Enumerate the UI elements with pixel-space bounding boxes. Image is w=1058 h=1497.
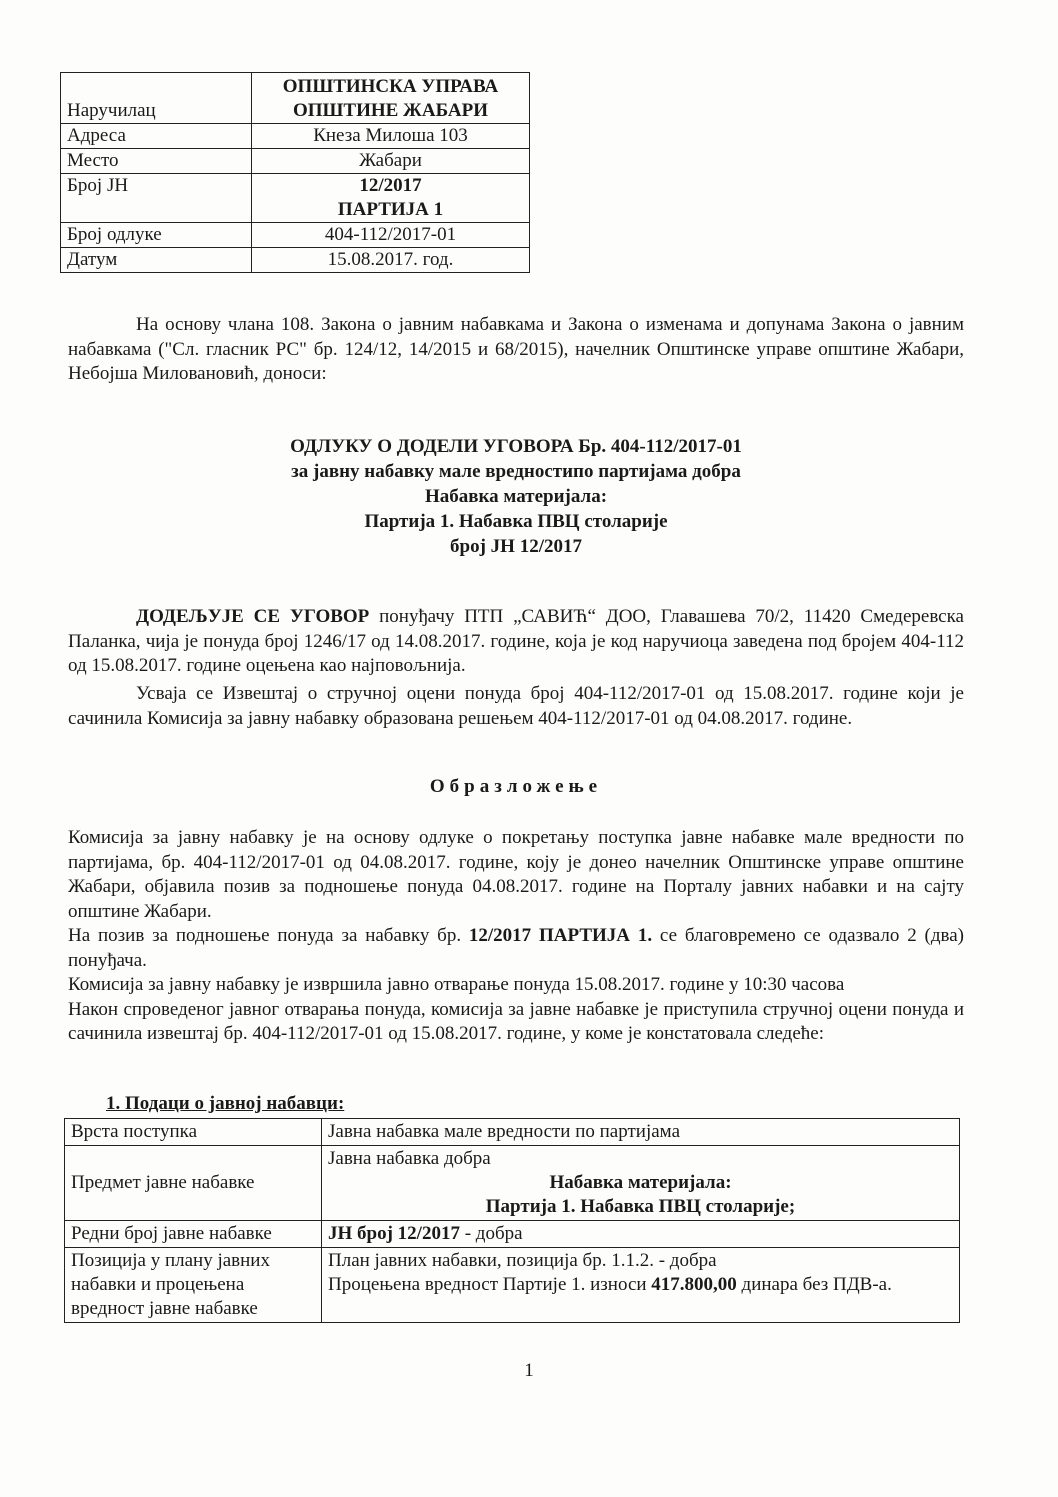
table-row bbox=[65, 1119, 960, 1146]
section1-title: 1. Подаци о јавној набавци: bbox=[106, 1093, 345, 1114]
label-place: Место bbox=[61, 149, 252, 174]
explanation-body bbox=[68, 826, 964, 1047]
table-row bbox=[61, 248, 530, 273]
label-jn-number: Број ЈН bbox=[61, 174, 252, 223]
value-date: 15.08.2017. год. bbox=[252, 248, 530, 273]
explanation-p3: Комисија за јавну набавку је извршила јавно отварање понуда 15.08.2017. године у 10:30 часова bbox=[68, 974, 845, 995]
table-row bbox=[61, 149, 530, 174]
table-row bbox=[65, 1248, 960, 1323]
page-number: 1 bbox=[524, 1360, 534, 1381]
award-paragraph: ДОДЕЉУЈЕ СЕ УГОВОР понуђачу ПТП „САВИЋ“ ДОО, Главашева 70/2, 11420 Смедеревска Паланка, чија је понуда број 1246/17 од 14.08.2017. године, која је код наручиоца заведена под бројем 404-112 од 15.08.2017. године оцењена као најповољнија. bbox=[68, 606, 964, 676]
value-jn-number: 12/2017 ПАРТИЈА 1 bbox=[252, 174, 530, 223]
table-row bbox=[65, 1146, 960, 1221]
value-orderer: ОПШТИНСКА УПРАВА ОПШТИНЕ ЖАБАРИ bbox=[252, 73, 530, 124]
table-row bbox=[61, 174, 530, 223]
label-procedure-type: Врста поступка bbox=[65, 1119, 322, 1146]
label-address: Адреса bbox=[61, 124, 252, 149]
explanation-p2: На позив за подношење понуда за набавку бр. 12/2017 ПАРТИЈА 1. се благовремено се одазвало 2 (два) понуђача. bbox=[68, 925, 964, 971]
label-decision-number: Број одлуке bbox=[61, 223, 252, 248]
value-place: Жабари bbox=[252, 149, 530, 174]
header-info-table bbox=[60, 72, 530, 273]
explanation-p1: Комисија за јавну набавку је на основу одлуке о покретању поступка јавне набавке мале вредности по партијама, бр. 404-112/2017-01 од 04.08.2017. године, коју је донео начелник Општинске управе општине Жабари, објавила позив за подношење понуда 04.08.2017. године на Порталу јавних набавки и на сајту општине Жабари. bbox=[68, 827, 964, 922]
label-orderer: Наручилац bbox=[61, 73, 252, 124]
explanation-heading: Образложење bbox=[429, 776, 603, 797]
label-date: Датум bbox=[61, 248, 252, 273]
value-address: Кнеза Милоша 103 bbox=[252, 124, 530, 149]
report-accept-paragraph: Усваја се Извештај о стручној оцени понуда број 404-112/2017-01 од 15.08.2017. године који је сачинила Комисија за јавну набавку образована решењем 404-112/2017-01 од 04.08.2017. године. bbox=[68, 683, 964, 729]
value-subject: Јавна набавка добра Набавка материјала: Партија 1. Набавка ПВЦ столарије; bbox=[322, 1146, 960, 1221]
award-lead: ДОДЕЉУЈЕ СЕ УГОВОР bbox=[136, 606, 370, 627]
intro-paragraph: На основу члана 108. Закона о јавним набавкама и Закона о изменама и допунама Закона о јавним набавкама ("Сл. гласник РС" бр. 124/12, 14/2015 и 68/2015), начелник Општинске управе општине Жабари, Небојша Миловановић, доноси: bbox=[68, 314, 964, 384]
table-row bbox=[61, 124, 530, 149]
table-row bbox=[61, 223, 530, 248]
procurement-data-table bbox=[64, 1118, 960, 1323]
label-serial-number: Редни број јавне набавке bbox=[65, 1221, 322, 1248]
table-row bbox=[65, 1221, 960, 1248]
explanation-p4: Након спроведеног јавног отварања понуда, комисија за јавне набавке је приступила стручној оцени понуда и сачинила извештај бр. 404-112/2017-01 од 15.08.2017. године, у коме је констатовала следеће: bbox=[68, 998, 964, 1044]
value-serial-number: ЈН број 12/2017 - добра bbox=[322, 1221, 960, 1248]
value-procedure-type: Јавна набавка мале вредности по партијама bbox=[322, 1119, 960, 1146]
value-decision-number: 404-112/2017-01 bbox=[252, 223, 530, 248]
label-plan-position: Позиција у плану јавних набавки и процењена вредност јавне набавке bbox=[65, 1248, 322, 1323]
label-subject: Предмет јавне набавке bbox=[65, 1146, 322, 1221]
table-row bbox=[61, 73, 530, 124]
decision-title: ОДЛУКУ О ДОДЕЛИ УГОВОРА Бр. 404-112/2017-01 за јавну набавку мале вредностипо партијама добра Набавка материјала: Партија 1. Набавка ПВЦ столарије број ЈН 12/2017 bbox=[290, 436, 742, 557]
value-plan-position: План јавних набавки, позиција бр. 1.1.2. - добра Процењена вредност Партије 1. износи 417.800,00 динара без ПДВ-а. bbox=[322, 1248, 960, 1323]
